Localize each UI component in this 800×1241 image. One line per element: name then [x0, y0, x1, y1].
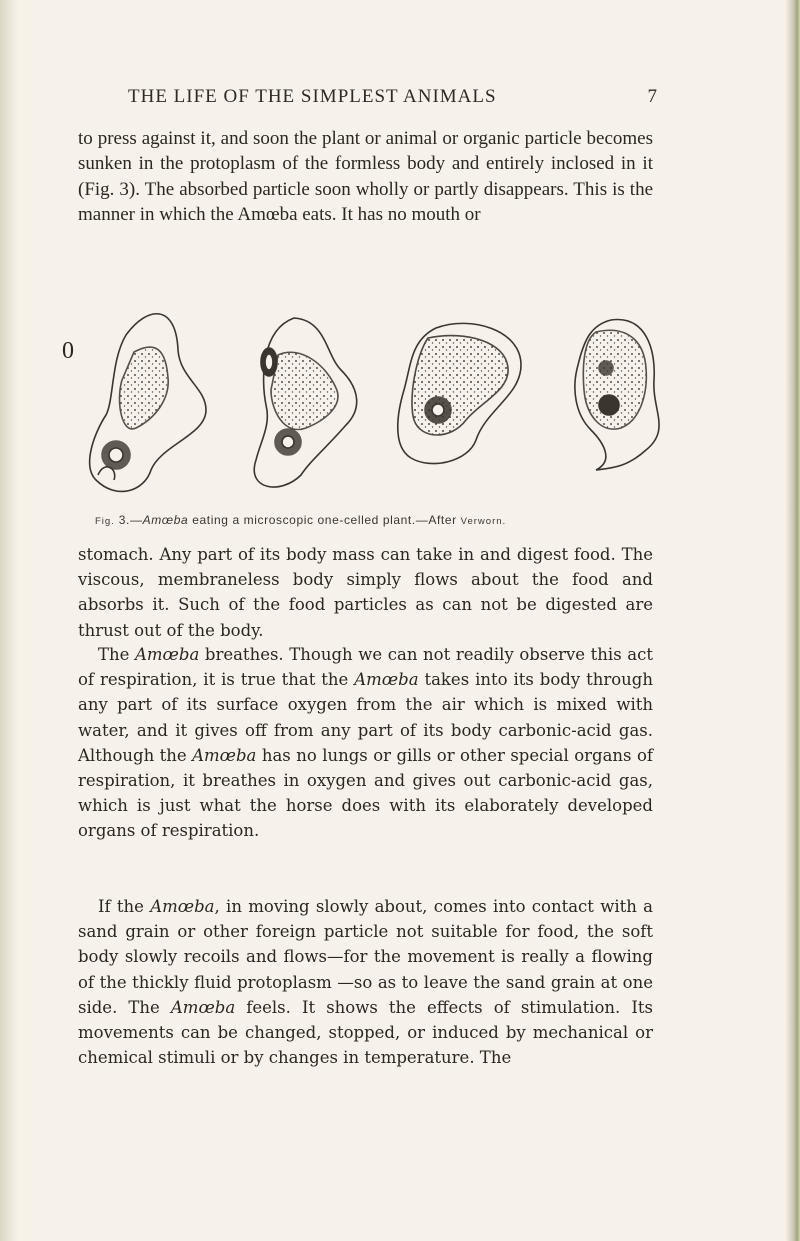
paragraph-3-part-1: The [98, 645, 135, 664]
amoeba-stage-1 [90, 314, 206, 492]
paragraph-4-term-1: Amœba [150, 897, 215, 916]
paragraph-3-part-4: has no lungs or gills or other special organs of respiration, it breathes in oxygen and gives out carbonic-acid gas, which is just what the horse does with its elaborately developed organs of respiration. [78, 745, 653, 841]
figure-3-illustration [56, 310, 676, 500]
header-title: THE LIFE OF THE SIMPLEST ANIMALS [128, 86, 497, 107]
paragraph-1: to press against it, and soon the plant or animal or organic particle becomes sunken in the protoplasm of the formless body and entirely inclosed in it (Fig. 3). The absorbed particle soon wholly or partly disappears. This is the manner in which the Amœba eats. It has no mouth or [78, 128, 653, 225]
paragraph-3-term-2: Amœba [354, 670, 419, 690]
figure-letter: 0 [62, 338, 74, 364]
caption-term: Amœba [142, 513, 189, 527]
paragraph-4-part-2: , in moving slowly about, comes into contact with a sand grain or other foreign particle not suitable for food, the soft body slowly recoils and flows—for the movement is really a flowing of the thickly fluid protoplasm —so as to leave the sand grain at one side. The [78, 897, 653, 1017]
paragraph-4-term-2: Amœba [170, 997, 236, 1017]
amoeba-stage-2 [254, 318, 356, 487]
paragraph-2: stomach. Any part of its body mass can take in and digest food. The viscous, membraneless body simply flows about the food and absorbs it. Such of the food particles as can not be digested are thrust out of the body. [78, 545, 653, 640]
caption-author: Verworn. [460, 516, 507, 527]
amoeba-drawings [56, 310, 676, 500]
caption-fig-label: Fig. [95, 516, 115, 527]
scan-edge-left [0, 0, 18, 1241]
scan-edge-right [786, 0, 800, 1241]
paragraph-3-part-2: breathes. Though we can not readily observe this act of respiration, it is true that the [78, 645, 653, 690]
caption-fig-number: 3.— [118, 513, 143, 527]
paragraph-4-part-3: feels. It shows the effects of stimulation. Its movements can be changed, stopped, or induced by mechanical or chemical stimuli or by changes in temperature. The [78, 997, 653, 1068]
amoeba-stage-3 [398, 323, 521, 463]
figure-caption [95, 513, 655, 527]
paragraph-4-part-1: If the [98, 897, 151, 916]
amoeba-stage-4 [575, 320, 659, 470]
page-number: 7 [647, 86, 658, 107]
running-header [128, 86, 658, 108]
paragraph-3 [78, 642, 653, 844]
paragraph-4 [78, 894, 653, 1070]
caption-text: eating a microscopic one-celled plant.—After [188, 513, 461, 527]
paragraph-3-term-1: Amœba [135, 645, 200, 664]
paragraph-3-part-3: takes into its body through any part of its surface oxygen from the air which is mixed with water, and it gives off from any part of its body carbonic-acid gas. Although the [78, 670, 653, 765]
paragraph-3-term-3: Amœba [192, 745, 257, 765]
